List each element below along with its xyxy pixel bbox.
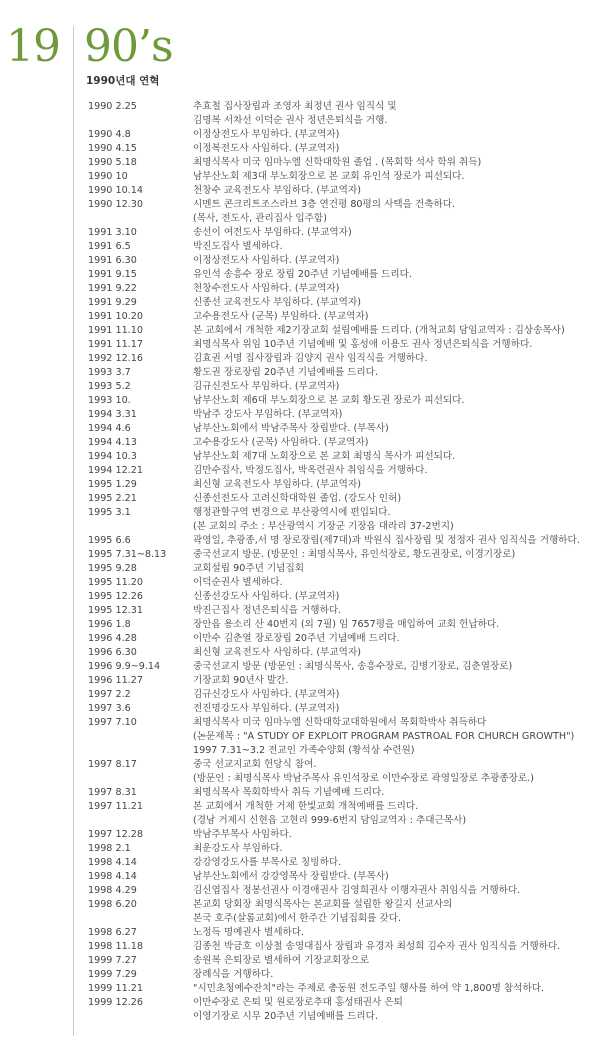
timeline-text: 박진근집사 정년은퇴식을 거행하다. bbox=[193, 605, 342, 616]
timeline-text: 김효권 서명 집사장립과 김양지 권사 임직식을 거행하다. bbox=[193, 353, 428, 364]
timeline-row bbox=[0, 506, 600, 520]
timeline-row bbox=[0, 394, 600, 408]
timeline-date: 1995 12.26 bbox=[88, 591, 143, 602]
timeline-text: 김신엽집사 정봉선권사 이경애권사 김영희권사 이행자권사 취임식을 거행하다. bbox=[193, 885, 521, 896]
timeline-row bbox=[0, 282, 600, 296]
timeline-row bbox=[0, 534, 600, 548]
timeline-text: 황도권 장로장립 20주년 기념예배를 드리다. bbox=[193, 367, 379, 378]
timeline-text: 노정득 명예권사 별세하다. bbox=[193, 927, 305, 938]
timeline-text: 최명식목사 위임 10주년 기념예배 및 홍성애 이용도 권사 정년은퇴식을 거행하다. bbox=[193, 339, 533, 350]
timeline-date: 1994 4.13 bbox=[88, 437, 137, 448]
timeline-row bbox=[0, 114, 600, 128]
timeline-row bbox=[0, 324, 600, 338]
timeline-text: (본 교회의 주소 : 부산광역시 기장군 기장읍 대라리 37-2번지) bbox=[193, 521, 454, 532]
timeline-date: 1995 7.31~8.13 bbox=[88, 549, 167, 560]
timeline-row bbox=[0, 702, 600, 716]
timeline-text: 본 교회에서 개척한 거제 한빛교회 개척예배를 드리다. bbox=[193, 801, 419, 812]
timeline-text: 김규신전도사 부임하다. (부교역자) bbox=[193, 381, 340, 392]
timeline-date: 1994 12.21 bbox=[88, 465, 143, 476]
timeline-row bbox=[0, 548, 600, 562]
timeline-date: 1994 3.31 bbox=[88, 409, 137, 420]
timeline-row bbox=[0, 674, 600, 688]
timeline-text: 이정상전도사 부임하다. (부교역자) bbox=[193, 129, 340, 140]
timeline-row bbox=[0, 240, 600, 254]
timeline-date: 1996 4.28 bbox=[88, 633, 137, 644]
timeline-date: 1990 10 bbox=[88, 171, 128, 182]
timeline-date: 1997 11.21 bbox=[88, 801, 143, 812]
timeline-row bbox=[0, 954, 600, 968]
timeline-date: 1991 3.10 bbox=[88, 227, 137, 238]
timeline-text: 고수용강도사 (군목) 사임하다. (부교역자) bbox=[193, 437, 369, 448]
timeline-text: 강강영강도사를 부목사로 칭빙하다. bbox=[193, 857, 342, 868]
timeline-text: 송선이 여전도사 부임하다. (부교역자) bbox=[193, 227, 352, 238]
timeline-row bbox=[0, 884, 600, 898]
timeline-text: 김만수집사, 박정도집사, 박옥련권사 취임식을 거행하다. bbox=[193, 465, 428, 476]
timeline-row bbox=[0, 814, 600, 828]
timeline-date: 1991 6.30 bbox=[88, 255, 137, 266]
timeline-date: 1998 4.14 bbox=[88, 857, 137, 868]
timeline-row bbox=[0, 184, 600, 198]
timeline-row bbox=[0, 604, 600, 618]
timeline-date: 1993 10. bbox=[88, 395, 131, 406]
timeline-row bbox=[0, 142, 600, 156]
timeline-date: 1993 5.2 bbox=[88, 381, 131, 392]
timeline-text: 김명복 서차선 이덕순 권사 정년은퇴식을 거행. bbox=[193, 115, 388, 126]
timeline-text: 이영기장로 시무 20주년 기념예배를 드리다. bbox=[193, 1011, 379, 1022]
timeline-row bbox=[0, 296, 600, 310]
timeline-date: 1996 11.27 bbox=[88, 675, 143, 686]
timeline-row bbox=[0, 562, 600, 576]
timeline-text: 김종천 박금호 이상철 송영대집사 장립과 유경자 최성희 김수자 권사 임직식을 거행하다. bbox=[193, 941, 561, 952]
timeline-date: 1994 10.3 bbox=[88, 451, 137, 462]
timeline-row bbox=[0, 128, 600, 142]
timeline-row bbox=[0, 744, 600, 758]
timeline-row bbox=[0, 310, 600, 324]
timeline-row bbox=[0, 856, 600, 870]
timeline-date: 1998 6.20 bbox=[88, 899, 137, 910]
timeline-text: 최명식목사 미국 임마누엘 신학대학원 졸업 . (목회학 석사 학위 취득) bbox=[193, 157, 482, 168]
timeline-row bbox=[0, 520, 600, 534]
timeline-date: 1997 2.2 bbox=[88, 689, 131, 700]
timeline-row bbox=[0, 478, 600, 492]
timeline-text: (논문제목 : "A STUDY OF EXPLOIT PROGRAM PASTROAL FOR CHURCH GROWTH") bbox=[193, 731, 575, 742]
timeline-date: 1997 12.28 bbox=[88, 829, 143, 840]
timeline-row bbox=[0, 352, 600, 366]
timeline-text: 남부산노회 제3대 부노회장으로 본 교회 유인석 장로가 피선되다. bbox=[193, 171, 465, 182]
timeline-row bbox=[0, 968, 600, 982]
timeline-date: 1995 2.21 bbox=[88, 493, 137, 504]
timeline-date: 1998 6.27 bbox=[88, 927, 137, 938]
timeline-text: 남부산노회 제7대 노회장으로 본 교회 최명식 목사가 피선되다. bbox=[193, 451, 456, 462]
timeline-text: 장례식을 거행하다. bbox=[193, 969, 274, 980]
timeline-row bbox=[0, 772, 600, 786]
decade-title: 90’s bbox=[84, 21, 173, 72]
timeline-date: 1997 8.31 bbox=[88, 787, 137, 798]
timeline-row bbox=[0, 940, 600, 954]
timeline-text: 본 교회에서 개척한 제2기장교회 설립예배를 드리다. (개척교회 담임교역자 : 김상송목사) bbox=[193, 325, 565, 336]
timeline-text: 이만수 김춘열 장로장립 20주년 기념예배 드리다. bbox=[193, 633, 400, 644]
timeline-text: 신종선전도사 고려신학대학원 졸업. (강도사 인허) bbox=[193, 493, 402, 504]
timeline-text: 최명식목사 미국 임마누엘 신학대학교대학원에서 목회학박사 취득하다 bbox=[193, 717, 487, 728]
timeline-row bbox=[0, 338, 600, 352]
timeline-row bbox=[0, 100, 600, 114]
timeline-date: 1991 9.29 bbox=[88, 297, 137, 308]
timeline-text: 박진도집사 별세하다. bbox=[193, 241, 283, 252]
timeline-row bbox=[0, 828, 600, 842]
timeline-text: (경남 거제시 신현읍 고현리 999-6번지 담임교역자 : 추대근목사) bbox=[193, 815, 467, 826]
timeline-text: 이정상전도사 사임하다. (부교역자) bbox=[193, 255, 340, 266]
timeline-date: 1998 4.14 bbox=[88, 871, 137, 882]
timeline-text: 기장교회 90년사 발간. bbox=[193, 675, 289, 686]
timeline-row bbox=[0, 870, 600, 884]
timeline-text: 전진명강도사 부임하다. (부교역자) bbox=[193, 703, 340, 714]
timeline-date: 1990 10.14 bbox=[88, 185, 143, 196]
timeline-text: "시민초청예수잔치"라는 주제로 총동원 전도주일 행사를 하여 약 1,800명 참석하다. bbox=[193, 983, 545, 994]
timeline-text: 박남주부목사 사임하다. bbox=[193, 829, 292, 840]
timeline-row bbox=[0, 800, 600, 814]
timeline-text: 최신형 교육전도사 부임하다. (부교역자) bbox=[193, 479, 361, 490]
timeline-text: 박남주 강도사 부임하다. (부교역자) bbox=[193, 409, 343, 420]
timeline-text: 최신형 교육전도사 사임하다. (부교역자) bbox=[193, 647, 361, 658]
timeline-date: 1999 11.21 bbox=[88, 983, 143, 994]
timeline-text: 중국 선교지교회 헌당식 참여. bbox=[193, 759, 317, 770]
timeline-date: 1995 9.28 bbox=[88, 563, 137, 574]
timeline-row bbox=[0, 268, 600, 282]
timeline-date: 1998 2.1 bbox=[88, 843, 131, 854]
timeline-text: 최운강도사 부임하다. bbox=[193, 843, 283, 854]
timeline-date: 1999 7.29 bbox=[88, 969, 137, 980]
timeline-row bbox=[0, 996, 600, 1010]
timeline-row bbox=[0, 898, 600, 912]
timeline-date: 1995 12.31 bbox=[88, 605, 143, 616]
timeline-text: 고수용전도사 (군목) 부임하다. (부교역자) bbox=[193, 311, 369, 322]
timeline-row bbox=[0, 198, 600, 212]
timeline-row bbox=[0, 590, 600, 604]
timeline-text: 천창수전도사 사임하다. (부교역자) bbox=[193, 283, 340, 294]
timeline-date: 1991 11.17 bbox=[88, 339, 143, 350]
timeline-text: 시멘트 콘크리트조스라브 3층 연건평 80평의 사택을 건축하다. bbox=[193, 199, 456, 210]
timeline-text: 교회설립 90주년 기념집회 bbox=[193, 563, 304, 574]
timeline-date: 1991 11.10 bbox=[88, 325, 143, 336]
timeline-date: 1996 6.30 bbox=[88, 647, 137, 658]
timeline-date: 1998 11.18 bbox=[88, 941, 143, 952]
timeline-date: 1990 5.18 bbox=[88, 157, 137, 168]
timeline-date: 1995 1.29 bbox=[88, 479, 137, 490]
timeline-text: 본교회 당회장 최명식목사는 본교회를 설립한 왕길지 선교사의 bbox=[193, 899, 453, 910]
timeline-text: 중국선교지 방문 (방문인 : 최명식목사, 송흥수장로, 김병기장로, 김춘열장로) bbox=[193, 661, 513, 672]
timeline-date: 1996 1.8 bbox=[88, 619, 131, 630]
timeline-text: 추효철 집사장립과 조영자 최정년 권사 임직식 및 bbox=[193, 101, 397, 112]
timeline-text: 남부산노회에서 박남주목사 장립받다. (부목사) bbox=[193, 423, 389, 434]
timeline-row bbox=[0, 1010, 600, 1024]
timeline-text: 1997 7.31~3.2 전교인 가족수양회 (황석상 수련원) bbox=[193, 745, 415, 756]
timeline-date: 1990 4.15 bbox=[88, 143, 137, 154]
timeline-text: 유인석 송흥수 장로 장립 20주년 기념예배를 드리다. bbox=[193, 269, 412, 280]
timeline-text: 신종선 교육전도사 부임하다. (부교역자) bbox=[193, 297, 361, 308]
timeline-text: 남부산노회 제6대 부노회장으로 본 교회 황도권 장로가 피선되다. bbox=[193, 395, 465, 406]
timeline-text: 이만수장로 은퇴 및 원로장로추대 홍성태권사 은퇴 bbox=[193, 997, 403, 1008]
timeline-text: 남부산노회에서 강강영목사 장립받다. (부목사) bbox=[193, 871, 389, 882]
timeline-row bbox=[0, 422, 600, 436]
timeline-date: 1990 12.30 bbox=[88, 199, 143, 210]
timeline-text: 이정복전도사 사임하다. (부교역자) bbox=[193, 143, 340, 154]
timeline-date: 1999 7.27 bbox=[88, 955, 137, 966]
timeline-text: (방문인 : 최명식목사 박남주목사 유인석장로 이만수장로 곽영일장로 추광종장로.) bbox=[193, 773, 534, 784]
timeline-date: 1997 8.17 bbox=[88, 759, 137, 770]
timeline-date: 1996 9.9~9.14 bbox=[88, 661, 161, 672]
timeline-date: 1990 4.8 bbox=[88, 129, 131, 140]
timeline-row bbox=[0, 730, 600, 744]
timeline-row bbox=[0, 982, 600, 996]
timeline-row bbox=[0, 212, 600, 226]
timeline-row bbox=[0, 646, 600, 660]
decade-prefix: 19 bbox=[6, 21, 60, 72]
timeline-text: 이덕순권사 별세하다. bbox=[193, 577, 283, 588]
timeline-text: 행정관할구역 변경으로 부산광역시에 편입되다. bbox=[193, 507, 391, 518]
timeline-text: 천창수 교육전도사 부임하다. (부교역자) bbox=[193, 185, 361, 196]
timeline-row bbox=[0, 170, 600, 184]
timeline-row bbox=[0, 380, 600, 394]
timeline-row bbox=[0, 688, 600, 702]
timeline-date: 1991 9.15 bbox=[88, 269, 137, 280]
timeline-date: 1991 6.5 bbox=[88, 241, 131, 252]
timeline-text: 장안읍 용소리 산 40번지 (외 7필) 임 7657평을 매입하여 교회 헌납하다. bbox=[193, 619, 500, 630]
timeline-date: 1999 12.26 bbox=[88, 997, 143, 1008]
timeline-date: 1994 4.6 bbox=[88, 423, 131, 434]
timeline-row bbox=[0, 786, 600, 800]
timeline-date: 1995 11.20 bbox=[88, 577, 143, 588]
timeline-row bbox=[0, 408, 600, 422]
timeline-row bbox=[0, 254, 600, 268]
timeline-row bbox=[0, 226, 600, 240]
timeline-list bbox=[0, 100, 600, 1024]
timeline-date: 1997 7.10 bbox=[88, 717, 137, 728]
timeline-text: 본국 호주(살롬교회)에서 한주간 기념집회를 갖다. bbox=[193, 913, 402, 924]
timeline-text: (목사, 전도사, 관리집사 입주함) bbox=[193, 213, 327, 224]
timeline-row bbox=[0, 450, 600, 464]
page-header bbox=[0, 0, 600, 100]
timeline-date: 1995 6.6 bbox=[88, 535, 131, 546]
timeline-row bbox=[0, 464, 600, 478]
timeline-row bbox=[0, 758, 600, 772]
timeline-date: 1990 2.25 bbox=[88, 101, 137, 112]
timeline-date: 1991 9.22 bbox=[88, 283, 137, 294]
timeline-date: 1998 4.29 bbox=[88, 885, 137, 896]
timeline-text: 곽영일, 추광종,서 명 장로장립(제7대)과 박원식 집사장립 및 정정자 권사 임직식을 거행하다. bbox=[193, 535, 580, 546]
timeline-row bbox=[0, 926, 600, 940]
timeline-date: 1992 12.16 bbox=[88, 353, 143, 364]
page-subtitle: 1990년대 연혁 bbox=[86, 75, 160, 87]
timeline-text: 송원복 은퇴장로 별세하여 기장교회장으로 bbox=[193, 955, 369, 966]
timeline-text: 최명식목사 목회학박사 취득 기념예배 드리다. bbox=[193, 787, 385, 798]
timeline-date: 1995 3.1 bbox=[88, 507, 131, 518]
timeline-date: 1993 3.7 bbox=[88, 367, 131, 378]
timeline-row bbox=[0, 660, 600, 674]
timeline-row bbox=[0, 912, 600, 926]
timeline-row bbox=[0, 618, 600, 632]
timeline-date: 1991 10.20 bbox=[88, 311, 143, 322]
timeline-row bbox=[0, 492, 600, 506]
timeline-text: 김규신강도사 사임하다. (부교역자) bbox=[193, 689, 340, 700]
timeline-row bbox=[0, 716, 600, 730]
timeline-row bbox=[0, 576, 600, 590]
timeline-row bbox=[0, 366, 600, 380]
timeline-text: 중국선교지 방문. (방문인 : 최명식목사, 유인석장로, 황도권장로, 이경기장로) bbox=[193, 549, 516, 560]
timeline-row bbox=[0, 632, 600, 646]
timeline-row bbox=[0, 156, 600, 170]
timeline-row bbox=[0, 436, 600, 450]
timeline-date: 1997 3.6 bbox=[88, 703, 131, 714]
timeline-text: 신종선강도사 사임하다. (부교역자) bbox=[193, 591, 340, 602]
timeline-row bbox=[0, 842, 600, 856]
